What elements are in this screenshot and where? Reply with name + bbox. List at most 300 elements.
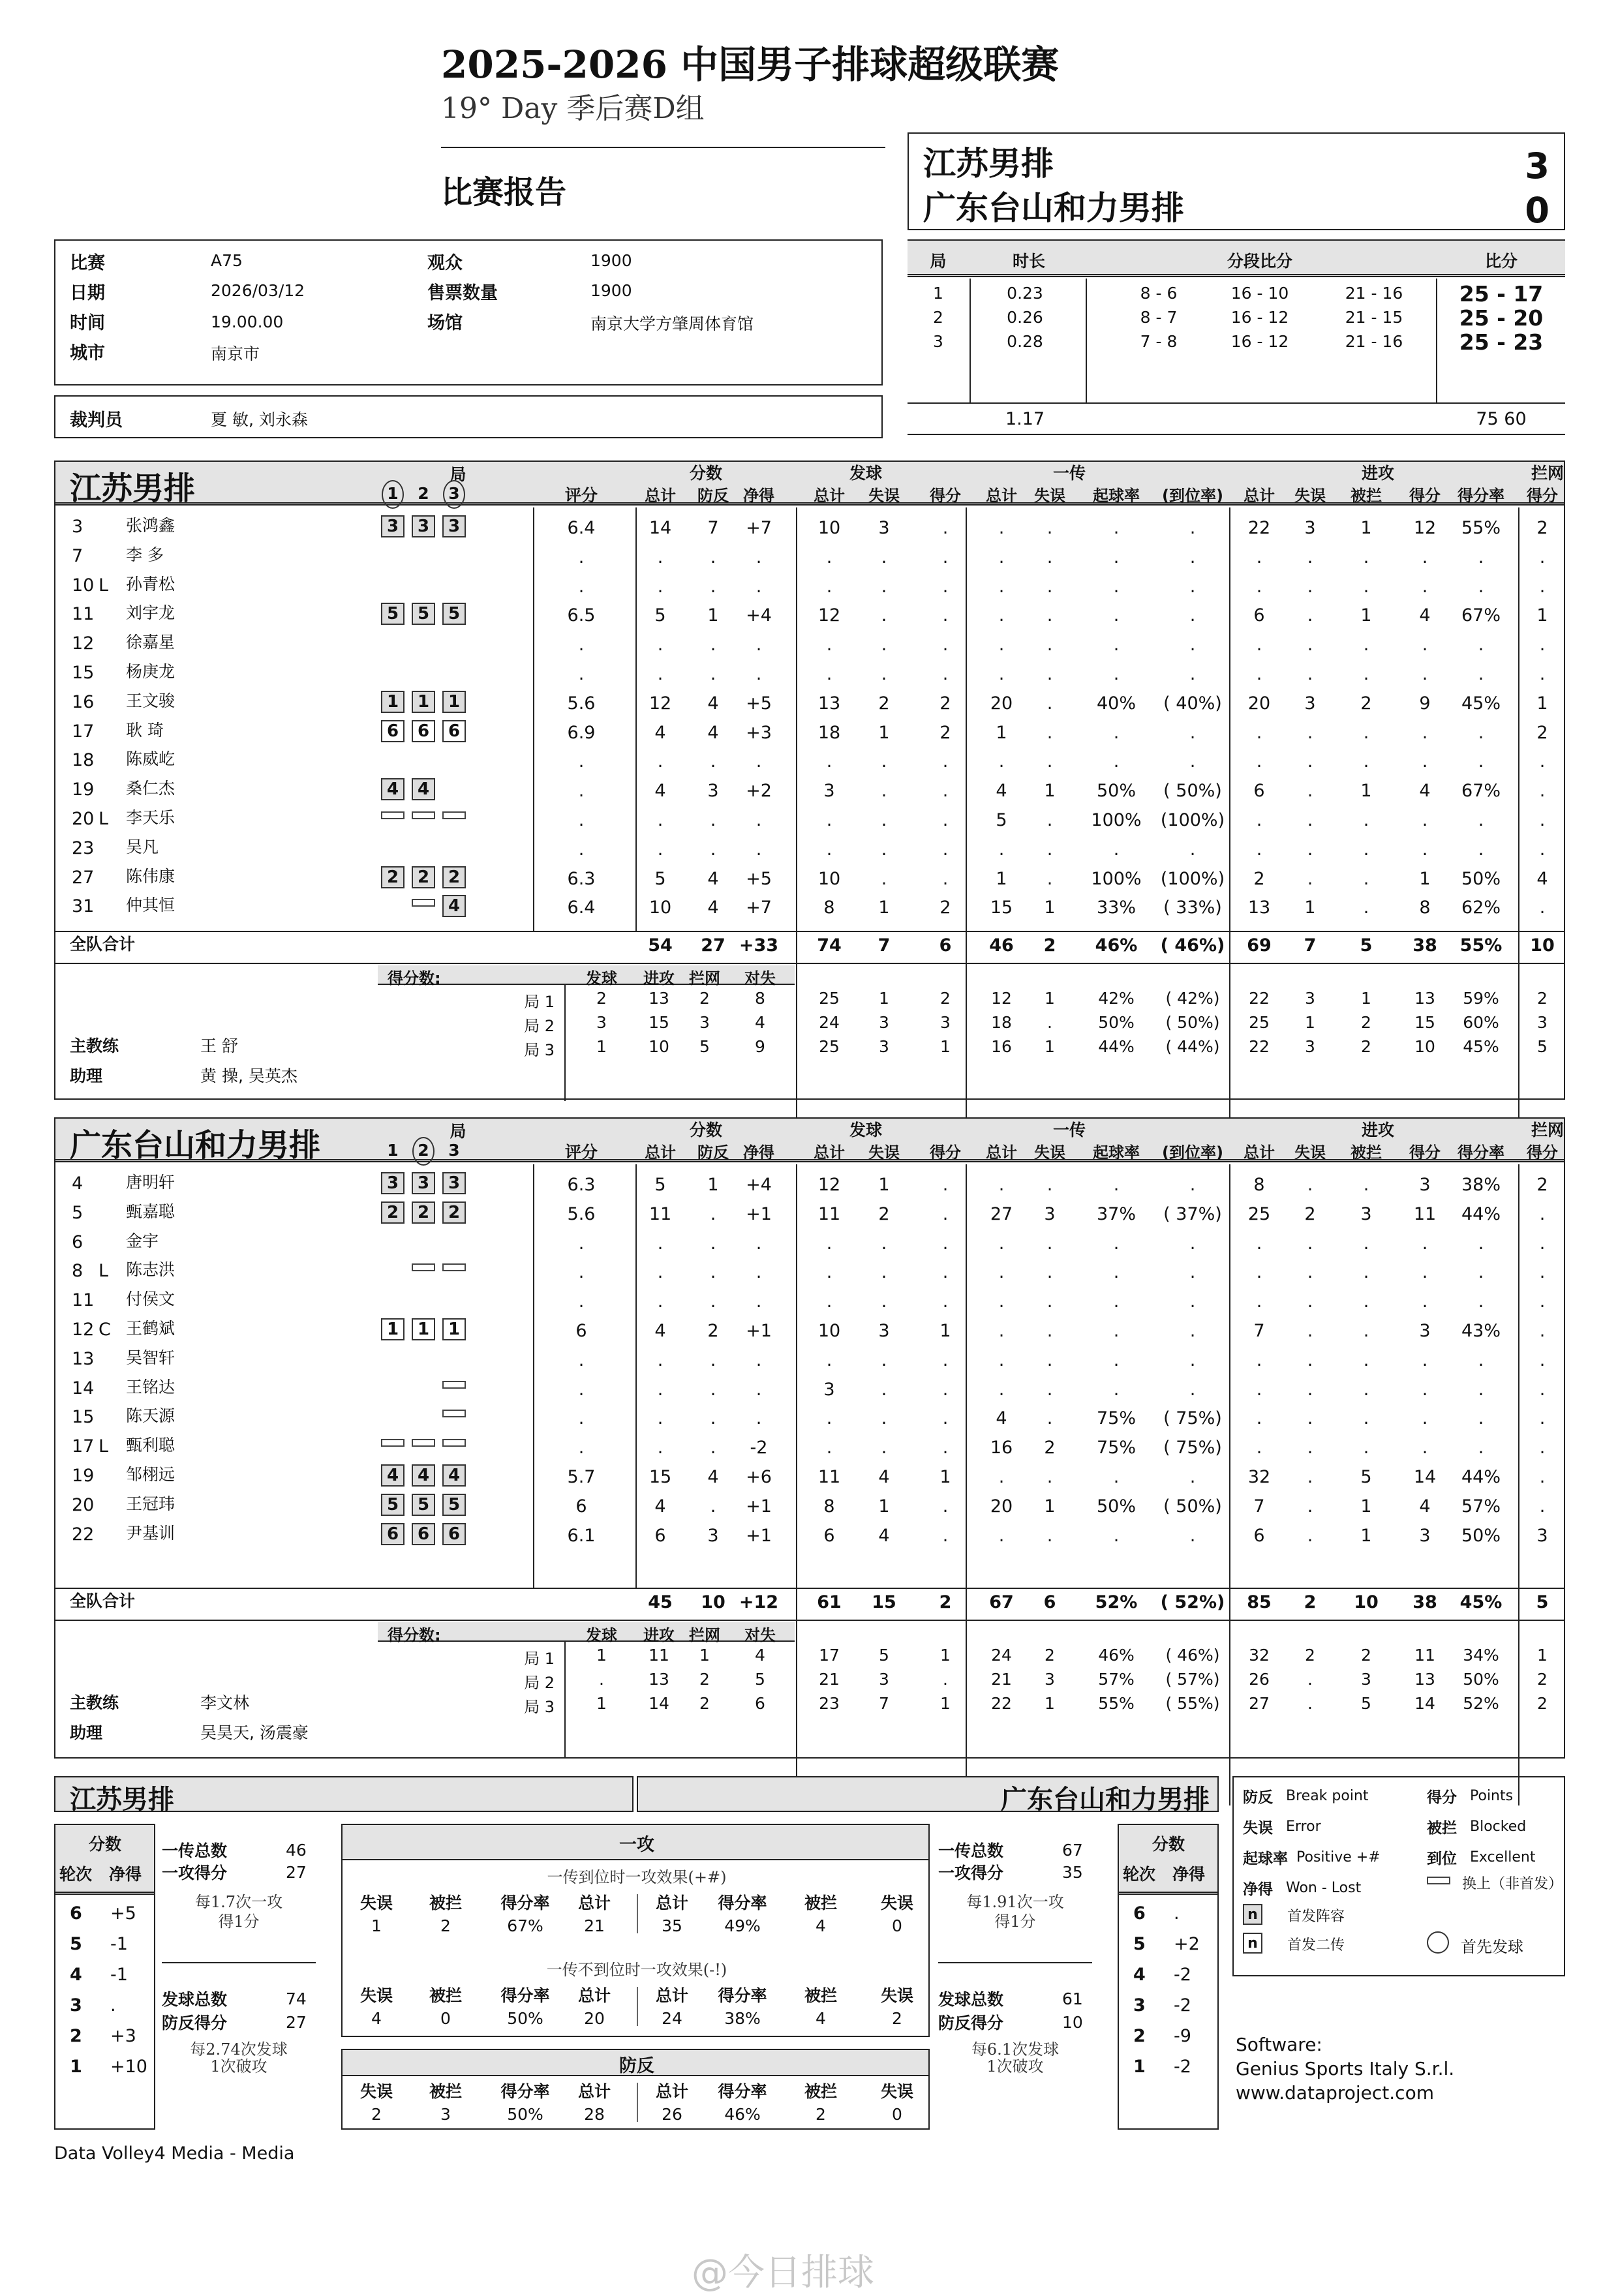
stat-cell: . bbox=[1422, 635, 1428, 656]
stat-cell: . bbox=[710, 1233, 716, 1254]
player-row bbox=[55, 748, 1564, 774]
breakdown-cell: 52% bbox=[1463, 1694, 1499, 1713]
value-cell: 38% bbox=[724, 2009, 761, 2028]
player-row bbox=[55, 631, 1564, 657]
stat-cell: . bbox=[881, 781, 887, 802]
stat-cell: . bbox=[942, 1438, 949, 1458]
stat-cell: +1 bbox=[746, 1321, 772, 1341]
value-cell: 0 bbox=[892, 1916, 902, 1935]
set-number: 3 bbox=[933, 332, 943, 351]
starting-position: 2 bbox=[412, 1201, 435, 1224]
stat-cell: 4 bbox=[996, 781, 1007, 802]
breakdown-cell: 25 bbox=[1249, 1013, 1270, 1032]
stat-cell: 1 bbox=[707, 605, 719, 626]
breakdown-cell: 59% bbox=[1463, 989, 1499, 1008]
stat-cell: . bbox=[881, 1262, 887, 1283]
breakdown-cell: 14 bbox=[649, 1694, 669, 1713]
substitute-marker-icon bbox=[412, 899, 435, 907]
player-row bbox=[55, 689, 1564, 716]
stat-cell: . bbox=[1539, 898, 1546, 918]
total-points: 75 60 bbox=[1476, 409, 1527, 429]
sideout-points-label: 一攻得分 bbox=[938, 1864, 1004, 1882]
stat-cell: 4 bbox=[707, 898, 719, 918]
stat-cell: 12 bbox=[649, 693, 672, 714]
info-label: 比赛 bbox=[70, 253, 105, 273]
stat-cell: . bbox=[1046, 1408, 1053, 1429]
player-name: 王文骏 bbox=[126, 691, 176, 710]
stat-cell: 6 bbox=[654, 1525, 666, 1546]
stat-cell: 3 bbox=[1536, 1525, 1548, 1546]
player-name: 李 多 bbox=[126, 545, 164, 564]
set-label: 局 2 bbox=[524, 1017, 555, 1035]
stat-cell: . bbox=[998, 1379, 1005, 1400]
reception-total-label: 一传总数 bbox=[938, 1841, 1004, 1860]
rotation-net: -2 bbox=[1174, 2057, 1191, 2077]
stat-cell: 6.5 bbox=[567, 605, 596, 626]
stat-cell: . bbox=[710, 1350, 716, 1370]
stat-cell: . bbox=[710, 576, 716, 597]
stat-cell: +1 bbox=[746, 1203, 772, 1224]
starting-position: 2 bbox=[412, 866, 435, 888]
match-info-box bbox=[54, 239, 883, 385]
rotation-number: 5 bbox=[1133, 1934, 1146, 1954]
breakdown-cell: 6 bbox=[755, 1694, 765, 1713]
stat-cell: 1 bbox=[1304, 898, 1316, 918]
column-header: 总计 bbox=[1244, 1143, 1275, 1162]
stat-cell: . bbox=[1478, 576, 1484, 597]
stat-cell: 1 bbox=[878, 1175, 890, 1195]
stat-cell: . bbox=[756, 839, 762, 860]
stat-cell: . bbox=[1307, 1438, 1313, 1458]
column-header: 总计 bbox=[655, 1894, 689, 1912]
stat-cell: . bbox=[1478, 810, 1484, 830]
stat-cell: 4 bbox=[654, 722, 666, 743]
away-team-name: 广东台山和力男排 bbox=[923, 189, 1184, 227]
starting-position: 2 bbox=[381, 1201, 404, 1224]
stat-cell: . bbox=[1478, 1292, 1484, 1312]
stat-cell: . bbox=[881, 1438, 887, 1458]
stat-cell: . bbox=[1478, 1379, 1484, 1400]
starting-position: 5 bbox=[442, 603, 466, 625]
breakdown-cell: 2 bbox=[1537, 1694, 1548, 1713]
stat-cell: 40% bbox=[1096, 693, 1137, 714]
column-header: 总计 bbox=[577, 1986, 611, 2005]
sets-header: 局 bbox=[450, 1122, 466, 1141]
assistant-label: 助理 bbox=[70, 1723, 103, 1742]
starting-position: 4 bbox=[381, 1464, 404, 1487]
column-header: 失误 bbox=[359, 1986, 393, 2005]
breakdown-cell: 22 bbox=[1249, 1037, 1270, 1056]
stat-cell: ( 75%) bbox=[1163, 1438, 1222, 1458]
stat-cell: 6.4 bbox=[567, 518, 596, 538]
stat-cell: . bbox=[942, 1292, 949, 1312]
stat-cell: 8 bbox=[1253, 1175, 1265, 1195]
stat-cell: . bbox=[998, 635, 1005, 656]
stat-cell: 100% bbox=[1091, 868, 1142, 889]
breakdown-cell: 25 bbox=[819, 1037, 840, 1056]
info-value: 2026/03/12 bbox=[211, 281, 305, 300]
set-header: 局 bbox=[930, 252, 947, 271]
stat-cell: 2 bbox=[939, 693, 951, 714]
sideout-note: 每1.91次一攻 bbox=[966, 1893, 1064, 1911]
stat-cell: . bbox=[657, 1292, 664, 1312]
stat-cell: 6.9 bbox=[567, 722, 596, 743]
breakdown-cell: 1 bbox=[1045, 989, 1055, 1008]
player-row bbox=[55, 514, 1564, 540]
rotation-net: +2 bbox=[1174, 1934, 1200, 1954]
player-name: 王铭达 bbox=[126, 1377, 176, 1397]
stat-cell: . bbox=[657, 1438, 664, 1458]
player-number: 19 bbox=[72, 779, 95, 800]
stat-cell: . bbox=[1478, 1262, 1484, 1283]
breakdown-cell: . bbox=[1047, 1013, 1052, 1032]
stat-cell: . bbox=[756, 664, 762, 684]
stat-cell: . bbox=[1307, 1175, 1313, 1195]
breakdown-cell: . bbox=[1307, 1670, 1313, 1689]
stat-cell: . bbox=[756, 1350, 762, 1370]
stat-cell: 1 bbox=[1360, 605, 1372, 626]
team-total-cell: 61 bbox=[817, 1592, 842, 1612]
stat-cell: . bbox=[578, 1438, 585, 1458]
stat-cell: 1 bbox=[1360, 1525, 1372, 1546]
stat-cell: 11 bbox=[1413, 1203, 1437, 1224]
summary-home-name: 江苏男排 bbox=[70, 1785, 174, 1815]
set-scores-table bbox=[908, 239, 1565, 435]
stat-cell: +2 bbox=[746, 781, 772, 802]
player-name: 孙青松 bbox=[126, 574, 176, 594]
software-url: www.dataproject.com bbox=[1236, 2082, 1434, 2104]
stat-cell: . bbox=[1046, 839, 1053, 860]
breakdown-cell: 3 bbox=[699, 1013, 710, 1032]
stat-cell: 44% bbox=[1461, 1203, 1501, 1224]
stat-cell: . bbox=[1539, 1408, 1546, 1429]
starting-position: 6 bbox=[442, 1523, 466, 1545]
column-header: 防反 bbox=[697, 487, 729, 505]
starting-position: 2 bbox=[381, 866, 404, 888]
breakdown-cell: 17 bbox=[819, 1646, 840, 1665]
player-name: 金宇 bbox=[126, 1231, 159, 1250]
stat-cell: . bbox=[1363, 664, 1369, 684]
stat-cell: 3 bbox=[1419, 1321, 1431, 1341]
rotation-number: 2 bbox=[70, 2026, 82, 2046]
stat-cell: . bbox=[1113, 722, 1120, 743]
stat-cell: . bbox=[756, 576, 762, 597]
value-cell: 46% bbox=[724, 2105, 761, 2124]
breakdown-cell: 25 bbox=[819, 989, 840, 1008]
stat-cell: . bbox=[1363, 898, 1369, 918]
coach-name: 李文林 bbox=[200, 1693, 250, 1712]
partial-score: 21 - 16 bbox=[1345, 284, 1403, 303]
stat-cell: . bbox=[1478, 664, 1484, 684]
stat-cell: . bbox=[710, 810, 716, 830]
sideout-section-title: 一传到位时一攻效果(+#) bbox=[547, 1868, 727, 1886]
stat-cell: . bbox=[942, 1175, 949, 1195]
stat-cell: . bbox=[826, 1438, 832, 1458]
stat-cell: ( 50%) bbox=[1163, 1496, 1222, 1517]
stat-cell: . bbox=[1046, 635, 1053, 656]
stat-cell: +7 bbox=[746, 898, 772, 918]
player-row bbox=[55, 1171, 1564, 1197]
breakdown-cell: 2 bbox=[1045, 1646, 1055, 1665]
stat-cell: 8 bbox=[823, 1496, 835, 1517]
stat-cell: . bbox=[710, 1438, 716, 1458]
column-header: 被拦 bbox=[804, 1986, 838, 2005]
stat-cell: 14 bbox=[649, 518, 672, 538]
value-cell: 28 bbox=[584, 2105, 605, 2124]
stat-cell: . bbox=[756, 1292, 762, 1312]
stat-cell: 6 bbox=[823, 1525, 835, 1546]
stat-cell: 4 bbox=[1419, 781, 1431, 802]
stat-cell: . bbox=[1307, 1321, 1313, 1341]
stat-cell: . bbox=[1539, 1292, 1546, 1312]
stat-cell: . bbox=[710, 1496, 716, 1517]
stat-cell: 43% bbox=[1461, 1321, 1501, 1341]
stat-cell: . bbox=[1478, 722, 1484, 743]
info-value: 1900 bbox=[590, 251, 632, 270]
team-total-cell: 38 bbox=[1412, 935, 1437, 956]
stat-cell: . bbox=[1307, 1496, 1313, 1517]
team-total-cell: 45% bbox=[1459, 1592, 1503, 1612]
breakdown-cell: 3 bbox=[879, 1037, 889, 1056]
value-cell: 2 bbox=[816, 2105, 826, 2124]
player-name: 耿 琦 bbox=[126, 720, 164, 740]
stat-cell: 2 bbox=[1536, 722, 1548, 743]
player-number: 18 bbox=[72, 750, 95, 771]
stat-cell: . bbox=[578, 810, 585, 830]
stat-cell: . bbox=[1256, 1292, 1262, 1312]
rotation-net: -1 bbox=[110, 1934, 128, 1954]
breakdown-cell: 45% bbox=[1463, 1037, 1499, 1056]
stat-cell: (100%) bbox=[1160, 868, 1225, 889]
breakdown-cell: 11 bbox=[649, 1646, 669, 1665]
reception-total-label: 一传总数 bbox=[162, 1841, 228, 1860]
stat-cell: . bbox=[710, 547, 716, 567]
group-header: 发球 bbox=[849, 1121, 883, 1140]
column-header: 得分 bbox=[930, 487, 961, 505]
player-number: 12 bbox=[72, 1320, 95, 1340]
breakdown-title: 得分数: bbox=[388, 969, 441, 988]
stat-cell: . bbox=[826, 576, 832, 597]
stat-cell: . bbox=[881, 664, 887, 684]
stat-cell: . bbox=[1189, 547, 1196, 567]
column-header: 总计 bbox=[645, 1143, 676, 1162]
stat-cell: 10 bbox=[817, 518, 841, 538]
stat-cell: 4 bbox=[654, 1321, 666, 1341]
stat-cell: . bbox=[1363, 576, 1369, 597]
starting-position: 2 bbox=[442, 1201, 466, 1224]
player-name: 李天乐 bbox=[126, 808, 176, 827]
stat-cell: . bbox=[1189, 1292, 1196, 1312]
stat-cell: . bbox=[1363, 1262, 1369, 1283]
starting-setter-position: 1 bbox=[442, 1318, 466, 1340]
player-number: 14 bbox=[72, 1378, 95, 1398]
stat-cell: . bbox=[1046, 1350, 1053, 1370]
stat-cell: 50% bbox=[1461, 868, 1501, 889]
stat-cell: . bbox=[1046, 722, 1053, 743]
stat-cell: 3 bbox=[1419, 1175, 1431, 1195]
stat-cell: . bbox=[826, 635, 832, 656]
stat-cell: . bbox=[998, 1292, 1005, 1312]
stat-cell: . bbox=[1363, 635, 1369, 656]
starting-setter-position: 1 bbox=[412, 1318, 435, 1340]
stat-cell: 1 bbox=[707, 1175, 719, 1195]
player-row bbox=[55, 1317, 1564, 1343]
stat-cell: 20 bbox=[1247, 693, 1271, 714]
breakdown-cell: 22 bbox=[1249, 989, 1270, 1008]
stat-cell: . bbox=[1046, 1175, 1053, 1195]
stat-cell: 12 bbox=[817, 1175, 841, 1195]
stat-cell: . bbox=[998, 751, 1005, 772]
partial-score: 16 - 10 bbox=[1230, 284, 1289, 303]
away-sets-won: 0 bbox=[1525, 190, 1549, 231]
breakdown-cell: 5 bbox=[1361, 1694, 1371, 1713]
stat-cell: . bbox=[1113, 576, 1120, 597]
set-score: 25 - 17 bbox=[1459, 281, 1544, 307]
starting-position: 4 bbox=[412, 1464, 435, 1487]
stat-cell: . bbox=[1113, 1262, 1120, 1283]
stat-cell: 38% bbox=[1461, 1175, 1501, 1195]
sideout-note: 得1分 bbox=[994, 1912, 1036, 1931]
team-total-cell: 15 bbox=[872, 1592, 896, 1612]
stat-cell: . bbox=[1307, 722, 1313, 743]
breakdown-cell: 60% bbox=[1463, 1013, 1499, 1032]
team-total-cell: 38 bbox=[1412, 1592, 1437, 1612]
breakdown-cell: ( 42%) bbox=[1165, 989, 1220, 1008]
stat-cell: . bbox=[710, 1203, 716, 1224]
team-total-cell: ( 52%) bbox=[1160, 1592, 1225, 1612]
team-total-cell: 7 bbox=[878, 935, 891, 956]
value-cell: 67% bbox=[507, 1916, 543, 1935]
sideout-points-label: 一攻得分 bbox=[162, 1864, 228, 1882]
stat-cell: . bbox=[578, 664, 585, 684]
group-header: 进攻 bbox=[1361, 1121, 1395, 1140]
set-label: 局 3 bbox=[524, 1698, 555, 1716]
stat-cell: . bbox=[1363, 722, 1369, 743]
value-cell: 21 bbox=[584, 1916, 605, 1935]
stat-cell: . bbox=[1189, 1350, 1196, 1370]
breakdown-cell: 13 bbox=[649, 1670, 669, 1689]
stat-cell: . bbox=[1363, 547, 1369, 567]
stat-cell: . bbox=[1256, 1233, 1262, 1254]
stat-cell: . bbox=[756, 1262, 762, 1283]
column-header: 总计 bbox=[814, 1143, 845, 1162]
column-header: 失误 bbox=[1034, 487, 1065, 505]
stat-cell: 67% bbox=[1461, 605, 1501, 626]
starting-position: 2 bbox=[442, 866, 466, 888]
set-number-header: 1 bbox=[387, 1141, 399, 1160]
stat-cell: . bbox=[578, 547, 585, 567]
player-name: 唐明轩 bbox=[126, 1173, 176, 1192]
stat-cell: . bbox=[1113, 1321, 1120, 1341]
legend-term: 失误 bbox=[1243, 1820, 1273, 1837]
breakdown-cell: 9 bbox=[755, 1037, 765, 1056]
stat-cell: 4 bbox=[1536, 868, 1548, 889]
stat-cell: . bbox=[998, 547, 1005, 567]
value-cell: 26 bbox=[662, 2105, 682, 2124]
stat-cell: . bbox=[1363, 1292, 1369, 1312]
stat-cell: . bbox=[1307, 868, 1313, 889]
sideout-note: 得1分 bbox=[218, 1912, 260, 1931]
stat-cell: 7 bbox=[707, 518, 719, 538]
breakdown-cell: 13 bbox=[649, 989, 669, 1008]
breakdown-cell: 10 bbox=[649, 1037, 669, 1056]
player-name: 甄嘉聪 bbox=[126, 1201, 176, 1221]
stat-cell: . bbox=[756, 751, 762, 772]
rotation-net: +5 bbox=[110, 1903, 136, 1924]
stat-cell: . bbox=[578, 1408, 585, 1429]
stat-cell: . bbox=[942, 1262, 949, 1283]
team-total-cell: 46% bbox=[1095, 935, 1138, 956]
stat-cell: . bbox=[1046, 605, 1053, 626]
home-sets-won: 3 bbox=[1525, 145, 1549, 187]
break-note: 1次破攻 bbox=[210, 2057, 267, 2076]
stat-cell: . bbox=[826, 1350, 832, 1370]
stat-cell: . bbox=[657, 751, 664, 772]
value-cell: 20 bbox=[584, 2009, 605, 2028]
legend-definition: Error bbox=[1286, 1819, 1321, 1835]
stat-cell: . bbox=[1046, 664, 1053, 684]
breakdown-cell: 2 bbox=[1537, 1670, 1548, 1689]
column-header: 净得 bbox=[743, 1143, 774, 1162]
stat-cell: 5.6 bbox=[567, 1203, 596, 1224]
player-row bbox=[55, 1258, 1564, 1284]
stat-cell: 2 bbox=[939, 722, 951, 743]
stat-cell: . bbox=[942, 1350, 949, 1370]
breakdown-cell: 21 bbox=[819, 1670, 840, 1689]
stat-cell: . bbox=[881, 1350, 887, 1370]
stat-cell: . bbox=[1539, 781, 1546, 802]
stat-cell: . bbox=[942, 810, 949, 830]
info-value: 1900 bbox=[590, 281, 632, 300]
value-cell: 35 bbox=[662, 1916, 682, 1935]
starting-position: 3 bbox=[442, 515, 466, 537]
stat-cell: . bbox=[657, 1262, 664, 1283]
stat-cell: 100% bbox=[1091, 810, 1142, 830]
breakdown-cell: 1 bbox=[699, 1646, 710, 1665]
column-header: 总计 bbox=[645, 487, 676, 505]
stat-cell: 45% bbox=[1461, 693, 1501, 714]
player-row bbox=[55, 601, 1564, 627]
first-serve-circle-icon bbox=[1427, 1931, 1449, 1954]
rotation-net: -2 bbox=[1174, 1995, 1191, 2016]
stat-cell: . bbox=[1113, 518, 1120, 538]
stat-cell: . bbox=[1307, 664, 1313, 684]
stat-cell: . bbox=[998, 1525, 1005, 1546]
stat-cell: . bbox=[1539, 635, 1546, 656]
stat-cell: . bbox=[657, 1379, 664, 1400]
divider bbox=[55, 963, 1564, 964]
breakdown-cell: 1 bbox=[940, 1037, 951, 1056]
league-title: 2025-2026 中国男子排球超级联赛 bbox=[441, 42, 1060, 87]
stat-cell: . bbox=[1539, 1262, 1546, 1283]
stat-cell: +4 bbox=[746, 1175, 772, 1195]
stat-cell: +1 bbox=[746, 1525, 772, 1546]
stat-cell: 27 bbox=[990, 1203, 1013, 1224]
stat-cell: . bbox=[710, 1262, 716, 1283]
player-number: 27 bbox=[72, 867, 95, 888]
player-name: 陈威屹 bbox=[126, 749, 176, 769]
legend-definition: Break point bbox=[1286, 1788, 1369, 1804]
stat-cell: . bbox=[657, 1350, 664, 1370]
footer-text: Data Volley4 Media - Media bbox=[54, 2143, 295, 2164]
stat-cell: . bbox=[1478, 839, 1484, 860]
stat-cell: 33% bbox=[1096, 898, 1137, 918]
stat-cell: 6.4 bbox=[567, 898, 596, 918]
substitute-marker-icon bbox=[412, 1439, 435, 1447]
breakdown-cell: 3 bbox=[940, 1013, 951, 1032]
divider bbox=[55, 1620, 1564, 1621]
value-cell: 2 bbox=[440, 1916, 451, 1935]
